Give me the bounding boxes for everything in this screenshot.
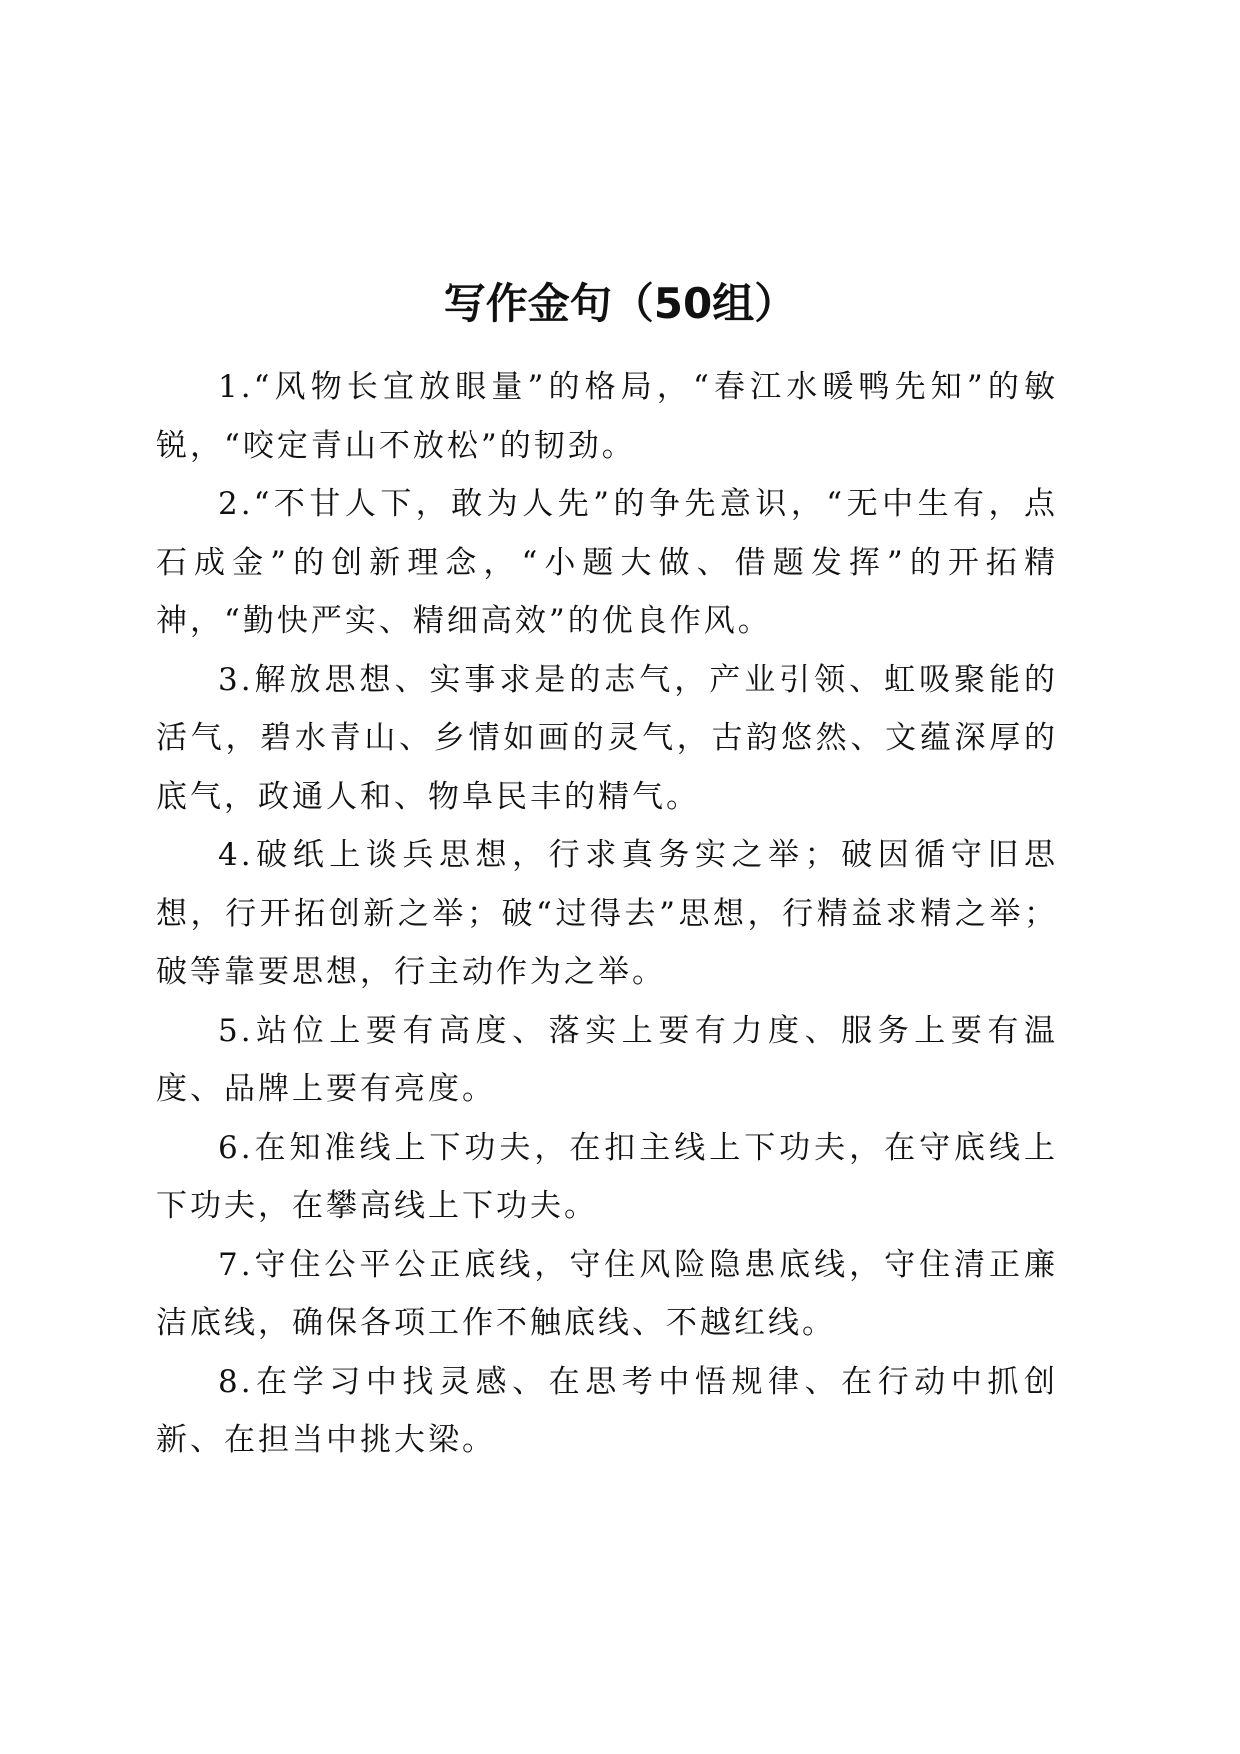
document-title: 写作金句（50组）	[443, 279, 797, 328]
paragraph-2: 2.“不甘人下，敢为人先”的争先意识，“无中生有，点石成金”的创新理念，“小题大做、借题发挥”的开拓精神，“勤快严实、精细高效”的优良作风。	[156, 486, 1058, 639]
paragraph-1: 1.“风物长宜放眼量”的格局，“春江水暖鸭先知”的敏锐，“咬定青山不放松”的韧劲。	[156, 369, 1058, 464]
paragraph-5: 5.站位上要有高度、落实上要有力度、服务上要有温度、品牌上要有亮度。	[156, 1012, 1058, 1107]
paragraph-4: 4.破纸上谈兵思想，行求真务实之举；破因循守旧思想，行开拓创新之举；破“过得去”思想，行精益求精之举；破等靠要思想，行主动作为之举。	[156, 837, 1058, 990]
paragraph-6: 6.在知准线上下功夫，在扣主线上下功夫，在守底线上下功夫，在攀高线上下功夫。	[156, 1129, 1058, 1224]
paragraph-3: 3.解放思想、实事求是的志气，产业引领、虹吸聚能的活气，碧水青山、乡情如画的灵气，古韵悠然、文蕴深厚的底气，政通人和、物阜民丰的精气。	[156, 661, 1058, 815]
paragraph-8: 8.在学习中找灵感、在思考中悟规律、在行动中抓创新、在担当中挑大梁。	[156, 1363, 1058, 1458]
document-body	[156, 358, 1058, 1470]
paragraph-7: 7.守住公平公正底线，守住风险隐患底线，守住清正廉洁底线，确保各项工作不触底线、不越红线。	[156, 1246, 1058, 1341]
